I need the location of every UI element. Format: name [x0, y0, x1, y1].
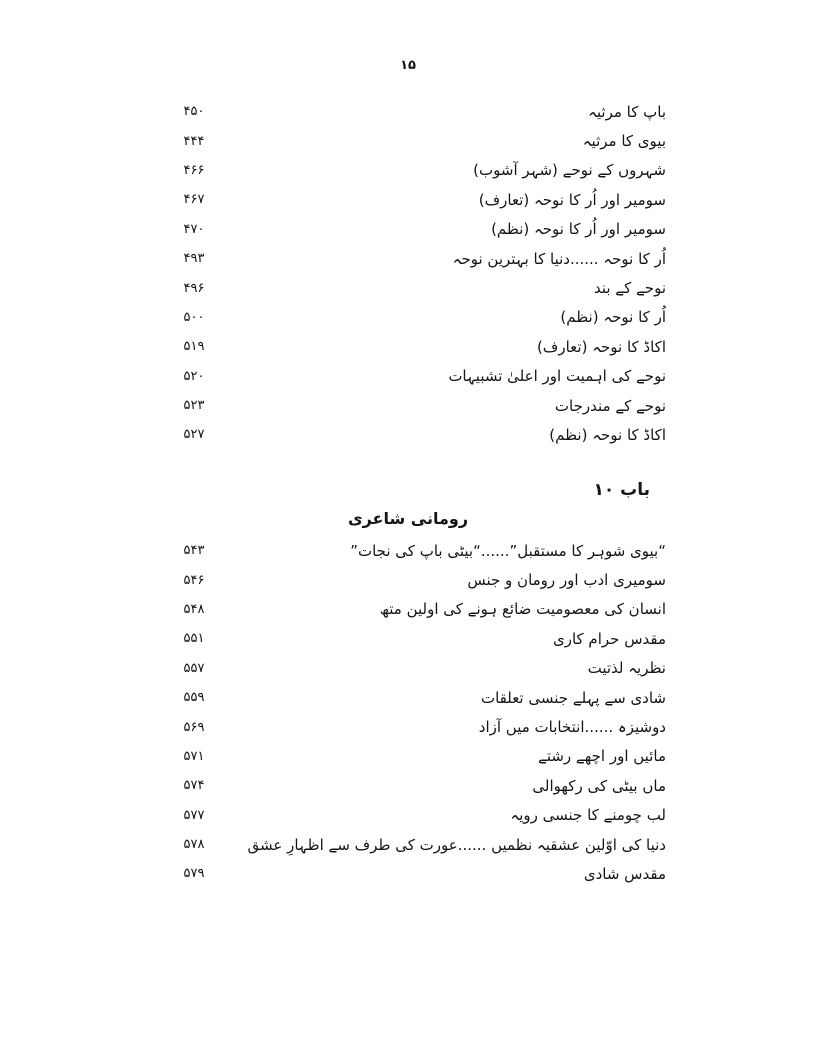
toc-entry-page: ۵۴۳: [183, 543, 205, 559]
toc-entry: [170, 420, 666, 449]
toc-entry-title: اکاڈ کا نوحہ (تعارف): [536, 337, 666, 356]
toc-entry: [170, 801, 666, 830]
toc-entry: [170, 683, 666, 712]
toc-entry-title: ماں بیٹی کی رکھوالی: [532, 776, 666, 795]
toc-entry-title: اکاڈ کا نوحہ (نظم): [549, 425, 666, 444]
toc-entry: [170, 244, 666, 273]
toc-entry-title: سومیری ادب اور رومان و جنس: [467, 571, 666, 590]
toc-entry-page: ۵۶۹: [183, 719, 205, 735]
toc-entry: [170, 273, 666, 302]
toc-entry: [170, 536, 666, 565]
toc-entry-page: ۵۲۳: [183, 398, 205, 414]
toc-entry-title: شادی سے پہلے جنسی تعلقات: [480, 688, 666, 707]
toc-entry: [170, 303, 666, 332]
toc-entry: [170, 565, 666, 594]
toc-entry-title: انسان کی معصومیت ضائع ہونے کی اولین متھ: [379, 600, 666, 619]
toc-entry-page: ۵۲۷: [183, 427, 205, 443]
toc-entry-title: نظریہ لذتیت: [587, 659, 666, 678]
toc-entry-title: دوشیزہ ......انتخابات میں آزاد: [478, 718, 666, 737]
toc-section-laments: [170, 97, 666, 450]
toc-entry: [170, 595, 666, 624]
toc-entry: [170, 742, 666, 771]
toc-entry-title: دنیا کی اوّلین عشقیہ نظمیں ......عورت کی طرف سے اظہارِ عشق: [247, 835, 666, 854]
toc-entry: [170, 97, 666, 126]
toc-entry-title: نوحے کی اہمیت اور اعلیٰ تشبیہات: [448, 367, 666, 386]
toc-entry: [170, 332, 666, 361]
toc-entry: [170, 156, 666, 185]
toc-entry-title: شہروں کے نوحے (شہر آشوب): [473, 161, 666, 180]
toc-entry-title: لب چومنے کا جنسی رویہ: [510, 806, 666, 825]
toc-entry-title: مائیں اور اچھے رشتے: [538, 747, 666, 766]
toc-entry-title: اُر کا نوحہ (نظم): [560, 308, 666, 327]
page-number: ۱۵: [400, 58, 416, 73]
toc-entry-page: ۴۷۰: [183, 221, 205, 237]
toc-entry: [170, 362, 666, 391]
toc-entry: [170, 654, 666, 683]
toc-entry-title: باپ کا مرثیہ: [588, 102, 666, 121]
toc-entry: [170, 215, 666, 244]
toc-section-romantic-poetry: [170, 536, 666, 889]
toc-entry-page: ۵۴۶: [183, 572, 205, 588]
toc-entry-page: ۵۷۱: [183, 748, 205, 764]
toc-entry-title: اُر کا نوحہ ......دنیا کا بہترین نوحہ: [452, 249, 666, 268]
toc-entry-page: ۴۶۷: [183, 192, 205, 208]
chapter-heading: باب ۱۰: [593, 480, 650, 500]
toc-entry: [170, 859, 666, 888]
toc-entry-page: ۵۷۸: [183, 837, 205, 853]
toc-entry-page: ۵۲۰: [183, 368, 205, 384]
toc-entry-page: ۵۵۹: [183, 690, 205, 706]
toc-entry-page: ۵۷۹: [183, 866, 205, 882]
toc-entry: [170, 712, 666, 741]
toc-entry-title: نوحے کے مندرجات: [554, 396, 666, 415]
toc-entry-page: ۵۵۷: [183, 660, 205, 676]
toc-entry-page: ۴۵۰: [183, 104, 205, 120]
toc-entry-page: ۵۷۴: [183, 778, 205, 794]
toc-entry-page: ۵۰۰: [183, 309, 205, 325]
toc-entry-page: ۵۷۷: [183, 807, 205, 823]
toc-entry-title: مقدس شادی: [583, 864, 666, 883]
toc-entry-page: ۵۴۸: [183, 601, 205, 617]
toc-entry: [170, 771, 666, 800]
section-title: رومانی شاعری: [347, 509, 469, 528]
toc-entry-title: “بیوی شوہر کا مستقبل”......“بیٹی باپ کی نجات”: [350, 541, 666, 560]
toc-entry-title: سومیر اور اُر کا نوحہ (تعارف): [478, 190, 666, 209]
toc-entry-title: مقدس حرام کاری: [552, 629, 666, 648]
toc-entry-page: ۵۵۱: [183, 631, 205, 647]
toc-entry-title: بیوی کا مرثیہ: [582, 132, 666, 151]
toc-entry-page: ۴۹۶: [183, 280, 205, 296]
toc-entry-title: سومیر اور اُر کا نوحہ (نظم): [491, 220, 666, 239]
toc-entry: [170, 126, 666, 155]
toc-entry-title: نوحے کے بند: [593, 279, 666, 298]
toc-entry-page: ۴۶۶: [183, 162, 205, 178]
toc-entry: [170, 624, 666, 653]
toc-entry-page: ۴۴۴: [183, 133, 205, 149]
toc-entry: [170, 391, 666, 420]
toc-entry-page: ۴۹۳: [183, 251, 205, 267]
toc-entry-page: ۵۱۹: [183, 339, 205, 355]
toc-entry: [170, 185, 666, 214]
toc-entry: [170, 830, 666, 859]
